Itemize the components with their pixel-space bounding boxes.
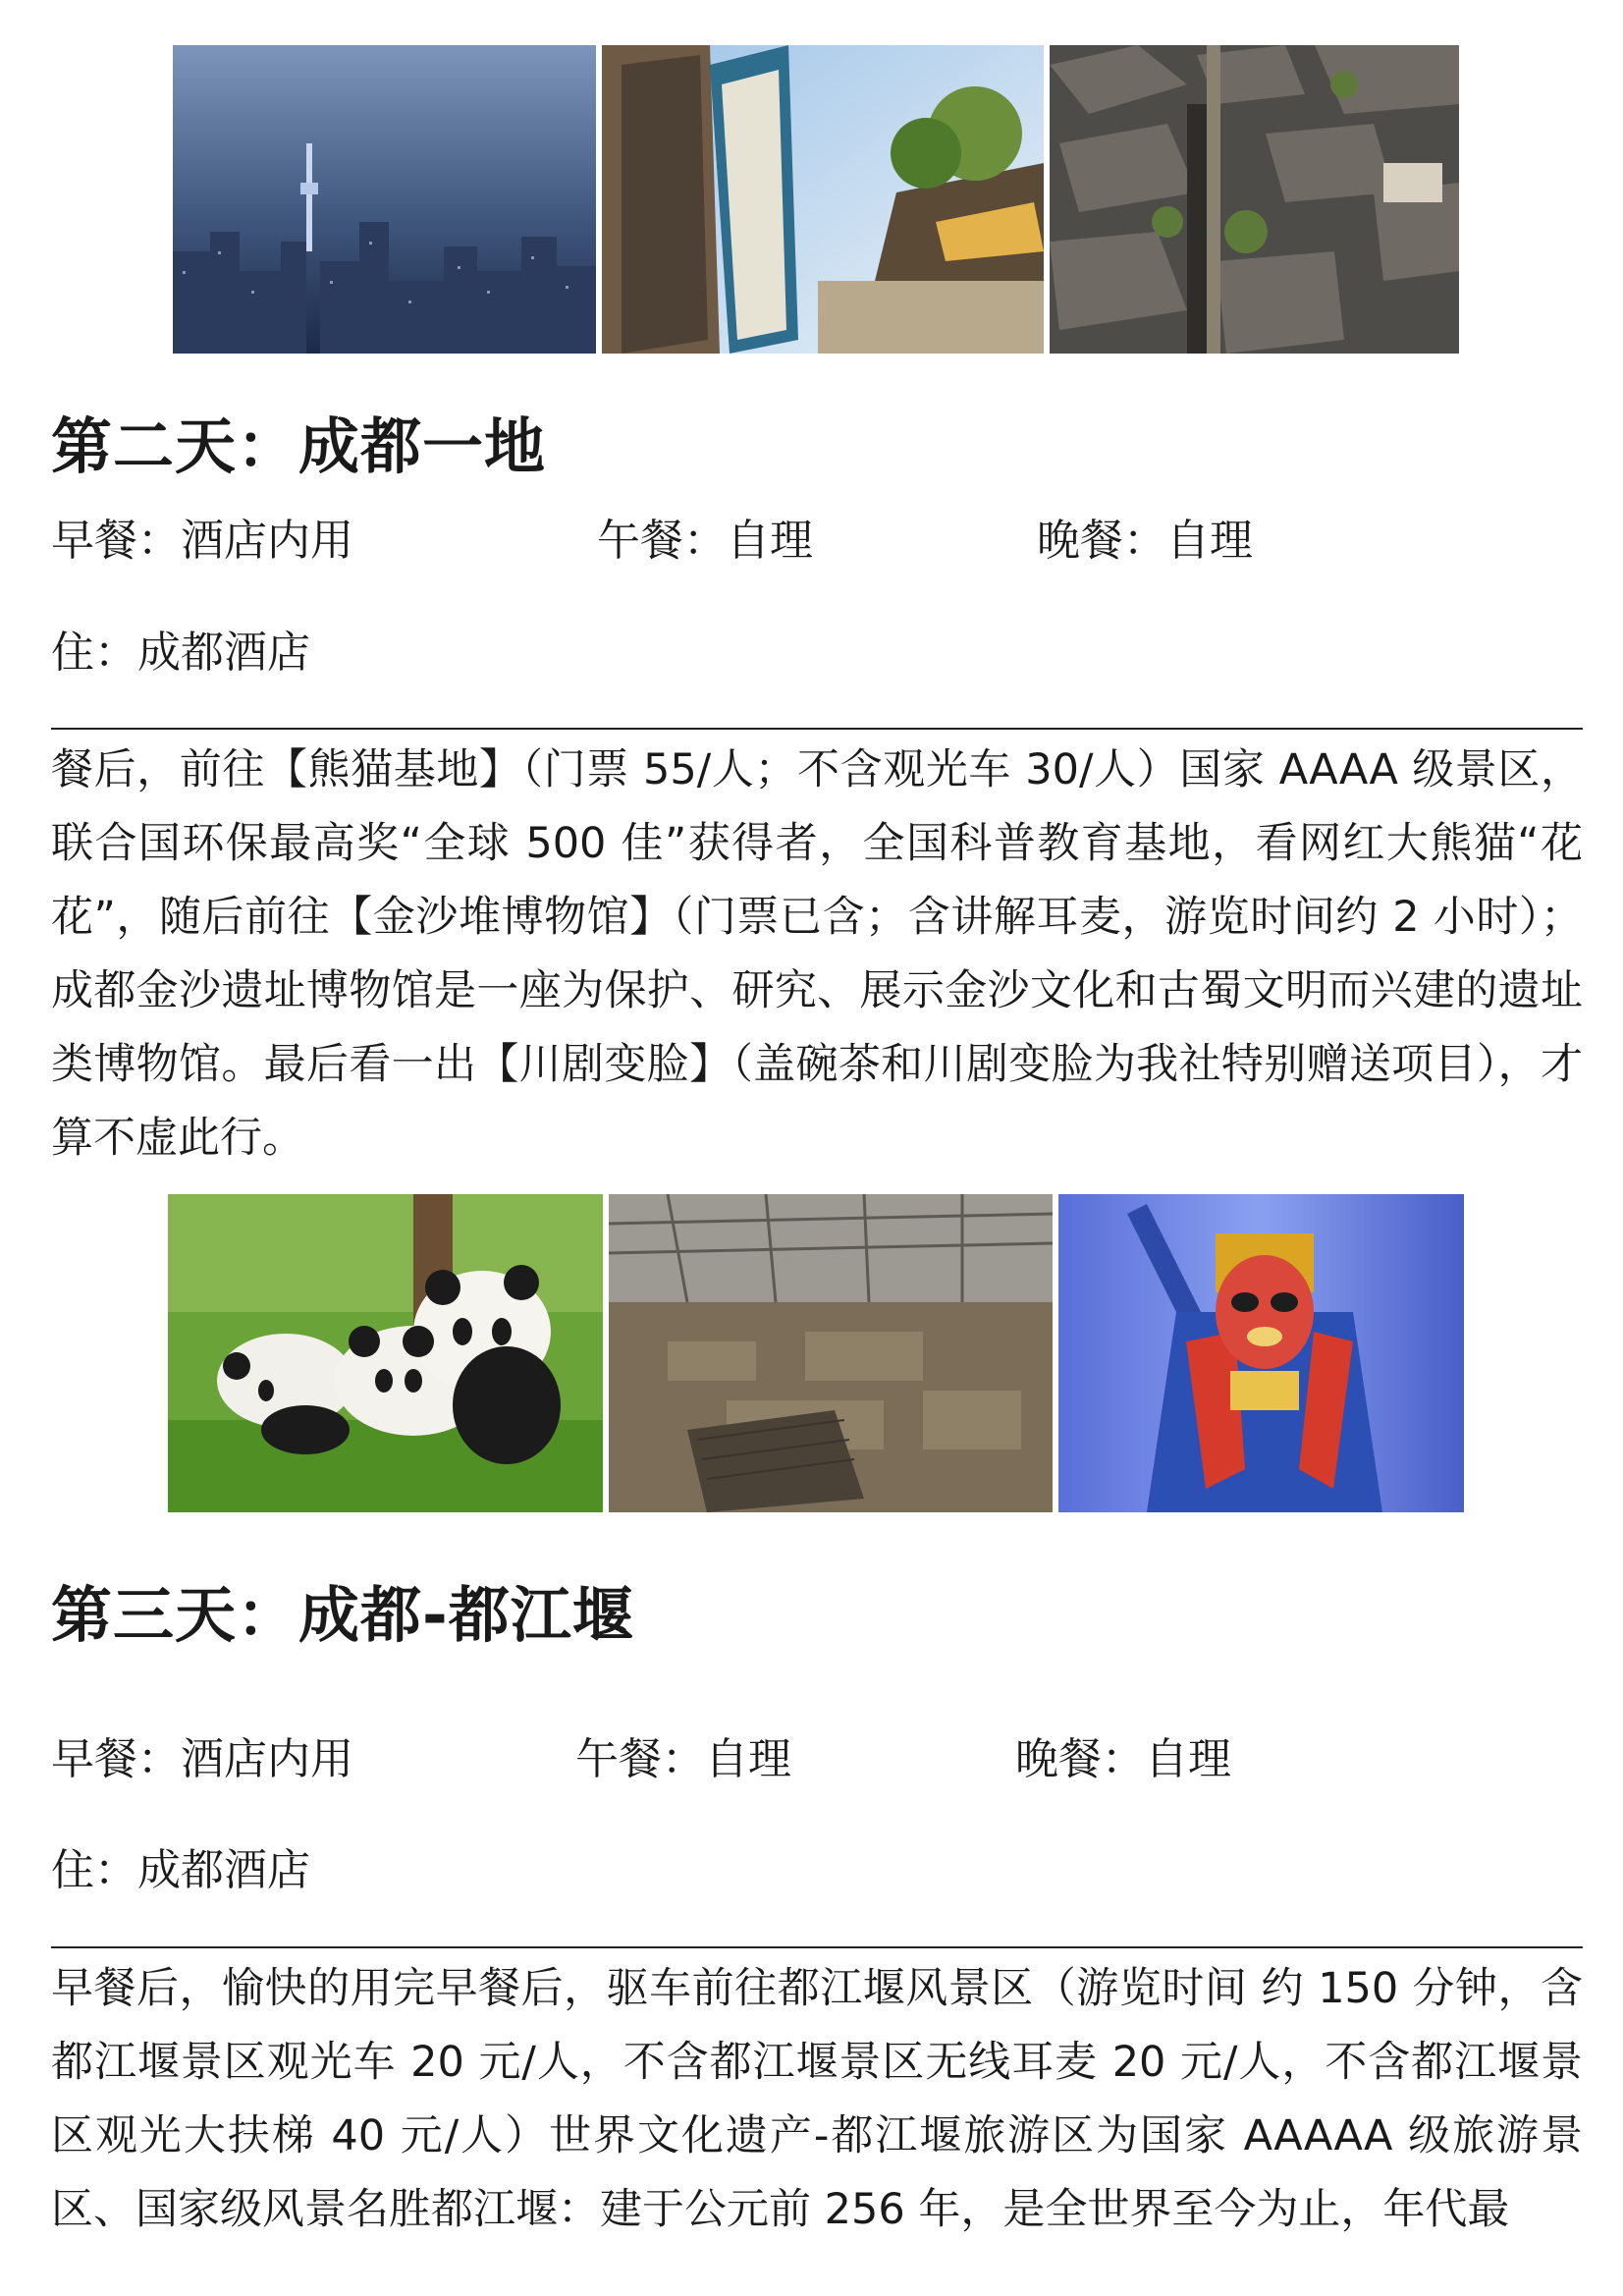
day2-breakfast: 早餐：酒店内用	[51, 516, 353, 566]
day2-title: 第二天：成都一地	[51, 410, 547, 482]
kuanzhai-alley-sign-photo	[602, 45, 1044, 354]
day3-title: 第三天：成都-都江堰	[51, 1579, 634, 1651]
day2-stay: 住：成都酒店	[51, 628, 310, 678]
day3-description: 早餐后，愉快的用完早餐后，驱车前往都江堰风景区（游览时间 约 150 分钟，含都江堰景区观光车 20 元/人，不含都江堰景区无线耳麦 20 元/人，不含都江堰景区观光大扶梯 40 元/人）世界文化遗产-都江堰旅游区为国家 AAAAA 级旅游景区、国家级风景名胜都江堰：建于公元前 256 年，是全世界至今为止，年代最	[51, 1964, 1583, 2234]
photo-row-1	[173, 45, 1459, 354]
giant-pandas-photo	[168, 1194, 603, 1512]
jinsha-site-museum-photo	[609, 1194, 1053, 1512]
day2-description: 餐后，前往【熊猫基地】（门票 55/人；不含观光车 30/人）国家 AAAA 级景区，联合国环保最高奖“全球 500 佳”获得者，全国科普教育基地，看网红大熊猫“花花”，随后前往【金沙堆博物馆】（门票已含；含讲解耳麦，游览时间约 2 小时）；成都金沙遗址博物馆是一座为保护、研究、展示金沙文化和古蜀文明而兴建的遗址类博物馆。最后看一出【川剧变脸】（盖碗茶和川剧变脸为我社特别赠送项目），才算不虚此行。	[51, 745, 1583, 1163]
day3-divider	[51, 1946, 1583, 1948]
day2-dinner: 晚餐：自理	[1037, 516, 1253, 566]
old-town-rooftops-photo	[1050, 45, 1459, 354]
day3-dinner: 晚餐：自理	[1015, 1734, 1231, 1784]
day2-lunch: 午餐：自理	[597, 516, 813, 566]
chengdu-night-skyline-photo	[173, 45, 596, 354]
sichuan-opera-face-change-photo	[1058, 1194, 1464, 1512]
day3-breakfast: 早餐：酒店内用	[51, 1734, 353, 1784]
day2-divider	[51, 728, 1583, 730]
photo-row-2	[168, 1194, 1464, 1512]
day3-lunch: 午餐：自理	[575, 1734, 791, 1784]
day3-stay: 住：成都酒店	[51, 1845, 310, 1895]
